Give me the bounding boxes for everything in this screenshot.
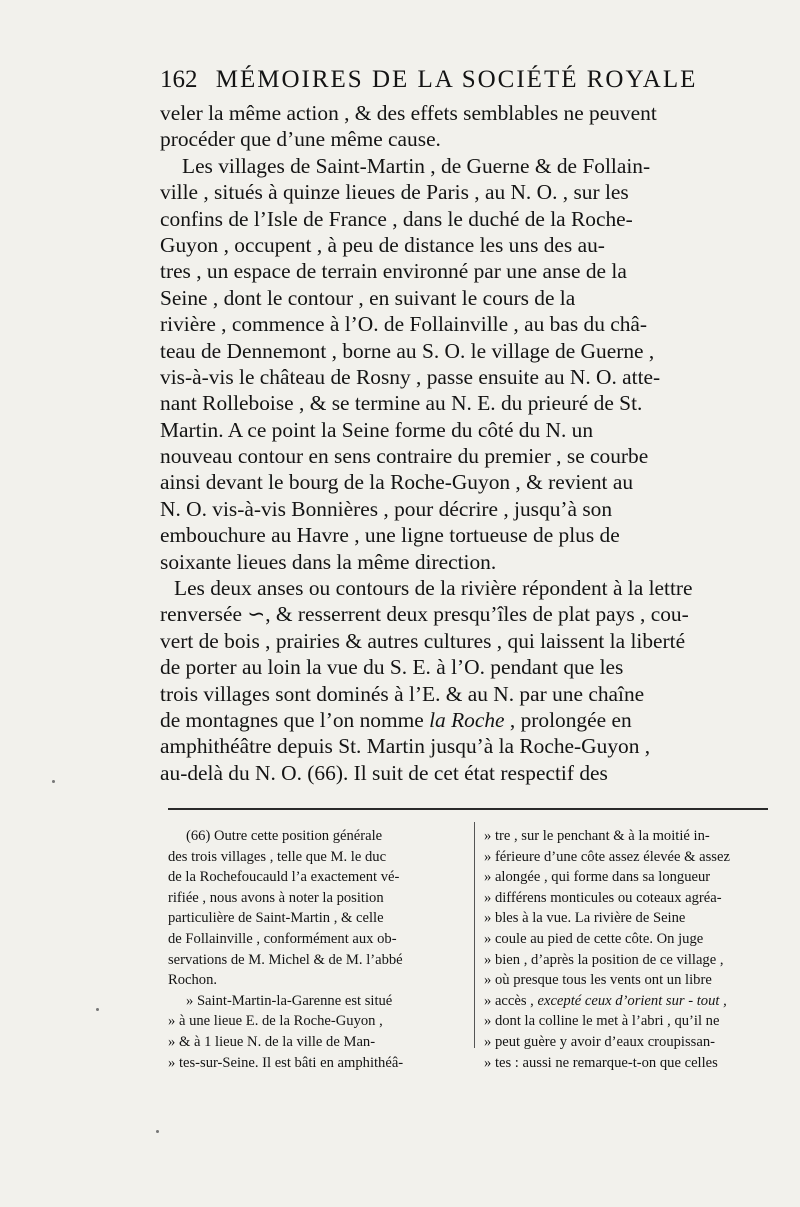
note-line: (66) Outre cette position générale xyxy=(186,828,383,844)
text-line: amphithéâtre depuis St. Martin jusqu’à la Roche-Guyon , xyxy=(160,734,651,759)
note-line: » & à 1 lieue N. de la ville de Man- xyxy=(168,1033,376,1050)
text-line: procéder que d’une même cause. xyxy=(160,127,441,152)
note-line: » férieure d’une côte assez élevée & assez xyxy=(484,848,730,865)
note-line: » coule au pied de cette côte. On juge xyxy=(484,930,704,947)
paper-speck xyxy=(52,780,55,783)
note-line: rifiée , nous avons à noter la position xyxy=(168,889,384,906)
text-line: vert de bois , prairies & autres cultures , qui laissent la liberté xyxy=(160,628,686,653)
note-line: » tre , sur le penchant & à la moitié in- xyxy=(484,828,710,844)
text-line: nouveau contour en sens contraire du premier , se courbe xyxy=(160,444,649,469)
text-line xyxy=(160,707,770,733)
paper-speck xyxy=(96,1008,99,1011)
note-line: » différens monticules ou coteaux agréa- xyxy=(484,889,722,906)
text-line: ainsi devant le bourg de la Roche-Guyon , & revient au xyxy=(160,470,634,495)
text-line: N. O. vis-à-vis Bonnières , pour décrire , jusqu’à son xyxy=(160,496,613,521)
footnote-column-right xyxy=(484,826,776,1073)
running-title: MÉMOIRES DE LA SOCIÉTÉ ROYALE xyxy=(215,66,698,93)
text-line: Guyon , occupent , à peu de distance les uns des au- xyxy=(160,232,605,257)
note-line: particulière de Saint-Martin , & celle xyxy=(168,910,384,927)
note-line: » à une lieue E. de la Roche-Guyon , xyxy=(168,1013,383,1030)
footnote-rule xyxy=(168,808,768,810)
text-segment: » accès , xyxy=(484,992,538,1009)
text-line: au-delà du N. O. (66). Il suit de cet état respectif des xyxy=(160,760,608,785)
text-line: Les villages de Saint-Martin , de Guerne & de Follain- xyxy=(182,153,651,178)
text-line: Les deux anses ou contours de la rivière répondent à la lettre xyxy=(174,576,693,601)
note-line: » bien , d’après la position de ce village , xyxy=(484,951,724,968)
note-line: » Saint-Martin-la-Garenne est situé xyxy=(186,992,393,1009)
note-line: Rochon. xyxy=(168,972,218,989)
paper-speck xyxy=(156,1130,159,1133)
note-line: » tes : aussi ne remarque-t-on que celles xyxy=(484,1054,718,1071)
note-line: » dont la colline le met à l’abri , qu’il ne xyxy=(484,1013,720,1030)
italic-text: excepté ceux d’orient sur - tout , xyxy=(537,992,727,1009)
text-line: vis-à-vis le château de Rosny , passe ensuite au N. O. atte- xyxy=(160,364,661,389)
note-line: de la Rochefoucauld l’a exactement vé- xyxy=(168,869,400,886)
text-line: confins de l’Isle de France , dans le duché de la Roche- xyxy=(160,206,633,231)
text-line: teau de Dennemont , borne au S. O. le village de Guerne , xyxy=(160,338,655,363)
text-line: nant Rolleboise , & se termine au N. E. du prieuré de St. xyxy=(160,391,643,416)
text-line: trois villages sont dominés à l’E. & au N. par une chaîne xyxy=(160,681,645,706)
text-segment: , prolongée en xyxy=(504,707,632,732)
text-line: de porter au loin la vue du S. E. à l’O. pendant que les xyxy=(160,655,624,680)
text-line: Martin. A ce point la Seine forme du côté du N. un xyxy=(160,417,594,442)
text-line: embouchure au Havre , une ligne tortueuse de plus de xyxy=(160,523,620,548)
note-line xyxy=(484,991,776,1012)
note-line: » bles à la vue. La rivière de Seine xyxy=(484,910,686,927)
text-line: soixante lieues dans la même direction. xyxy=(160,549,497,574)
note-line: » tes-sur-Seine. Il est bâti en amphithéâ- xyxy=(168,1054,404,1071)
text-line: rivière , commence à l’O. de Follainville , au bas du châ- xyxy=(160,312,648,337)
note-line: servations de M. Michel & de M. l’abbé xyxy=(168,951,403,968)
italic-place-name: la Roche xyxy=(429,707,505,732)
note-line: » peut guère y avoir d’eaux croupissan- xyxy=(484,1033,715,1050)
text-line: Seine , dont le contour , en suivant le cours de la xyxy=(160,285,576,310)
text-segment: de montagnes que l’on nomme xyxy=(160,707,430,732)
note-line: » où presque tous les vents ont un libre xyxy=(484,972,712,989)
note-line: » alongée , qui forme dans sa longueur xyxy=(484,869,711,886)
footnote-column-left xyxy=(168,826,458,1073)
text-line: veler la même action , & des effets semblables ne peuvent xyxy=(160,101,657,125)
column-divider xyxy=(474,822,475,1048)
note-line: de Follainville , conformément aux ob- xyxy=(168,930,397,947)
note-line: des trois villages , telle que M. le duc xyxy=(168,848,387,865)
text-line: renversée ∽, & resserrent deux presqu’îles de plat pays , cou- xyxy=(160,602,689,627)
page-number: 162 xyxy=(160,66,198,93)
text-line: tres , un espace de terrain environné par une anse de la xyxy=(160,259,627,284)
running-header xyxy=(160,66,720,94)
main-text xyxy=(160,100,770,786)
text-line: ville , situés à quinze lieues de Paris , au N. O. , sur les xyxy=(160,180,629,205)
